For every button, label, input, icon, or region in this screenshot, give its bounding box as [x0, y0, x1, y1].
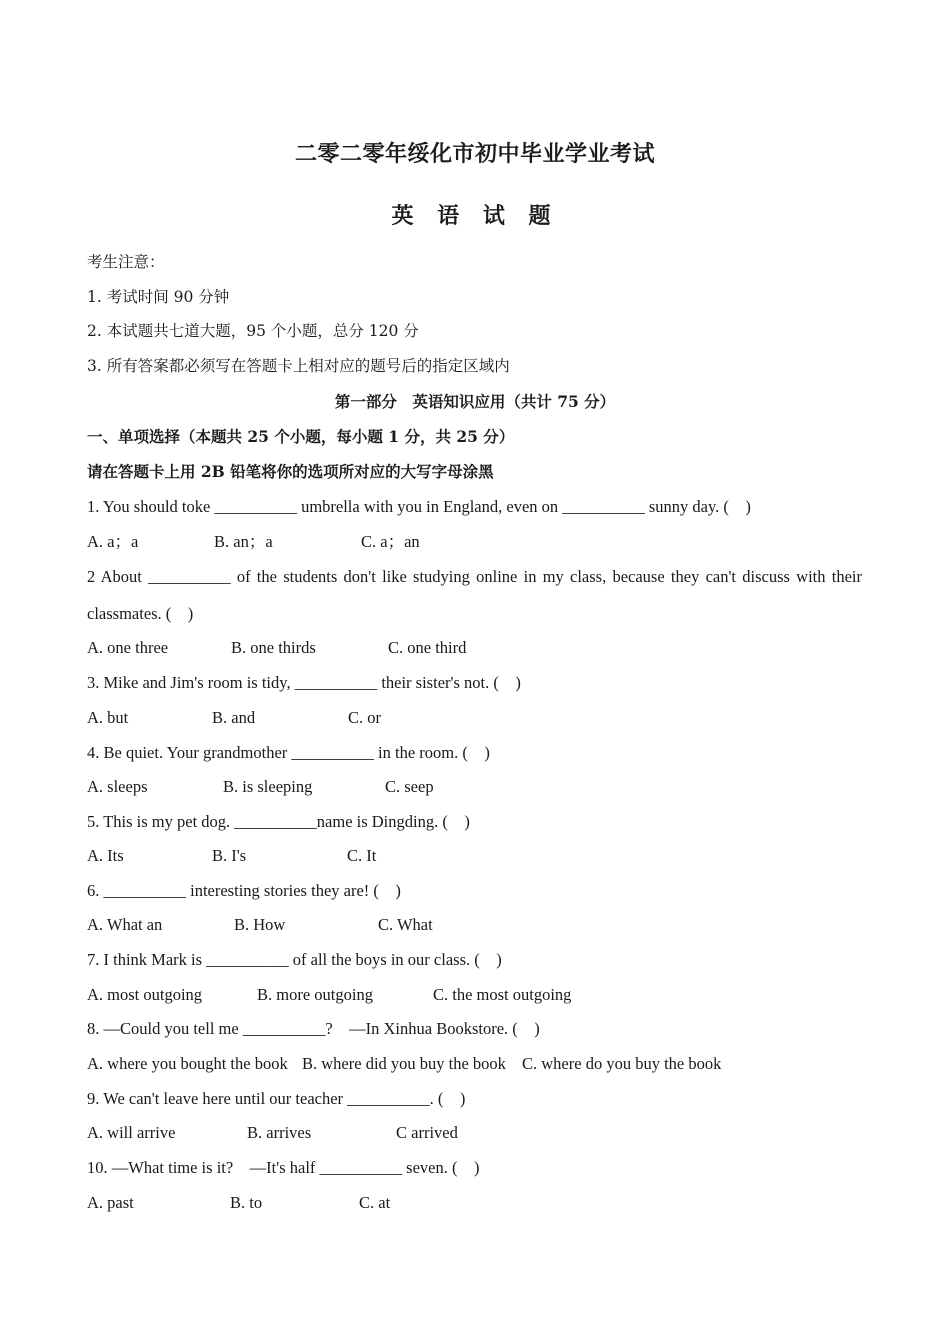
option-b: B. and — [212, 708, 256, 727]
question-text: 1. You should toke __________ umbrella with you in England, even on __________ sunny day. ( ) — [87, 497, 751, 516]
question-text: 9. We can't leave here until our teacher __________. ( ) — [87, 1089, 466, 1108]
option-b: B. to — [230, 1193, 263, 1212]
option-c: C. one third — [388, 638, 467, 657]
option-a: A. most outgoing — [87, 985, 203, 1004]
option-a: A. one three — [87, 638, 169, 657]
option-a: A. will arrive — [87, 1123, 176, 1142]
option-a: A. past — [87, 1193, 134, 1212]
question-text: 10. —What time is it? —It's half __________ seven. ( ) — [87, 1158, 480, 1177]
option-b: B. an；a — [214, 532, 273, 551]
question-text: 3. Mike and Jim's room is tidy, __________ their sister's not. ( ) — [87, 673, 521, 692]
exam-subtitle: 英 语 试 题 — [391, 203, 559, 229]
option-a: A. What an — [87, 915, 163, 934]
option-b: B. is sleeping — [223, 777, 313, 796]
question-text: 7. I think Mark is __________ of all the boys in our class. ( ) — [87, 950, 502, 969]
question-text: 8. —Could you tell me __________? —In Xinhua Bookstore. ( ) — [87, 1019, 540, 1038]
question-text-continued: classmates. ( ) — [87, 604, 194, 623]
question-text: 6. __________ interesting stories they are! ( ) — [87, 881, 401, 900]
notice-item: 1. 考试时间 90 分钟 — [87, 288, 230, 306]
part-title: 第一部分 英语知识应用（共计 75 分） — [334, 392, 616, 411]
option-c: C. at — [359, 1193, 391, 1212]
notice-heading: 考生注意： — [87, 253, 165, 271]
section-title: 一、单项选择（本题共 25 个小题，每小题 1 分，共 25 分） — [87, 427, 515, 446]
option-c: C. It — [347, 846, 377, 865]
option-c: C. the most outgoing — [433, 985, 572, 1004]
option-b: B. where did you buy the book — [302, 1054, 506, 1073]
question-text: 2 About __________ of the students don't like studying online in my class, because they can't discuss with their — [87, 567, 862, 586]
option-b: B. arrives — [247, 1123, 312, 1142]
option-c: C. or — [348, 708, 381, 727]
option-c: C. a；an — [361, 532, 420, 551]
option-c: C. where do you buy the book — [522, 1054, 722, 1073]
option-a: A. sleeps — [87, 777, 148, 796]
question-text: 5. This is my pet dog. __________name is Dingding. ( ) — [87, 812, 470, 831]
option-a: A. Its — [87, 846, 124, 865]
option-b: B. How — [234, 915, 286, 934]
option-a: A. a；a — [87, 532, 139, 551]
option-b: B. one thirds — [231, 638, 316, 657]
option-a: A. where you bought the book — [87, 1054, 288, 1073]
option-b: B. more outgoing — [257, 985, 373, 1004]
option-c: C. seep — [385, 777, 434, 796]
option-a: A. but — [87, 708, 129, 727]
notice-item: 2. 本试题共七道大题，95 个小题，总分 120 分 — [87, 322, 419, 340]
section-instruction: 请在答题卡上用 2B 铅笔将你的选项所对应的大写字母涂黑 — [87, 462, 494, 481]
option-c: C arrived — [396, 1123, 458, 1142]
question-text: 4. Be quiet. Your grandmother __________ in the room. ( ) — [87, 743, 490, 762]
option-b: B. I's — [212, 846, 247, 865]
option-c: C. What — [378, 915, 433, 934]
notice-item: 3. 所有答案都必须写在答题卡上相对应的题号后的指定区域内 — [87, 357, 510, 375]
exam-title: 二零二零年绥化市初中毕业学业考试 — [294, 141, 655, 167]
